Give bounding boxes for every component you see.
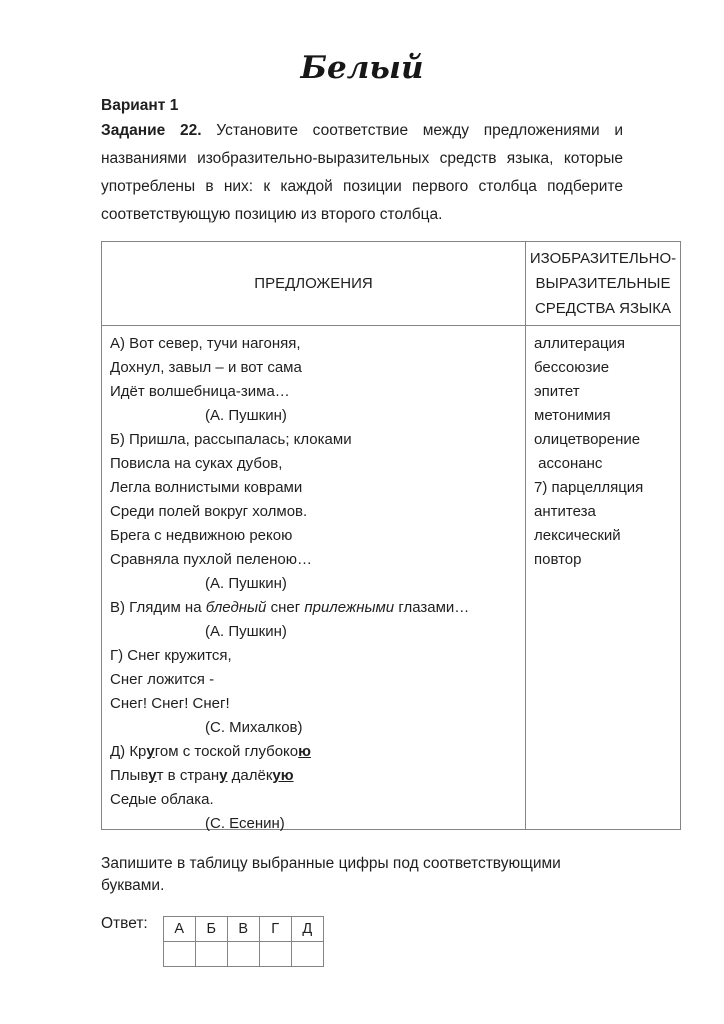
answer-letter-cell: В: [227, 917, 259, 941]
sentence-line: (С. Есенин): [205, 815, 285, 832]
sentence-line: (А. Пушкин): [205, 575, 287, 592]
answer-letter-cell: А: [174, 921, 185, 937]
answer-input-row: [164, 941, 323, 966]
sentences-cell: [102, 326, 525, 832]
answer-table: [163, 916, 324, 967]
matching-table: [101, 241, 681, 830]
sentence-line: Г) Снег кружится,: [110, 647, 232, 664]
sentence-line: Седые облака.: [110, 791, 214, 808]
column-header-devices: ИЗОБРАЗИТЕЛЬНО-ВЫРАЗИТЕЛЬНЫЕ СРЕДСТВА ЯЗЫКА: [525, 242, 680, 326]
sentence-line: Брега с недвижною рекою: [110, 527, 293, 544]
answer-empty-cell: [195, 942, 227, 966]
sentence-line: Среди полей вокруг холмов.: [110, 503, 308, 520]
sentence-line: А) Вот север, тучи нагоняя,: [110, 335, 301, 352]
answer-letter-cell: Г: [259, 917, 291, 941]
sentence-line: Снег ложится -: [110, 671, 215, 688]
sentence-line: Д) Кругом с тоской глубокою: [110, 743, 311, 760]
sentence-line: Идёт волшебница-зима…: [110, 383, 290, 400]
device-item: лексический повтор: [534, 527, 625, 568]
sentence-line: Снег! Снег! Снег!: [110, 695, 230, 712]
task-number: Задание 22.: [101, 122, 202, 139]
answer-letters-row: [164, 917, 323, 941]
sentence-line: (С. Михалков): [205, 719, 303, 736]
device-item: антитеза: [534, 503, 596, 520]
page-title: Белый: [300, 50, 424, 86]
answer-label: Ответ:: [101, 915, 148, 932]
sentence-line: В) Глядим на бледный снег прилежными глазами…: [110, 599, 470, 616]
answer-letter-cell: Б: [195, 917, 227, 941]
task-paragraph: [101, 117, 623, 229]
instruction-text: Запишите в таблицу выбранные цифры под соответствующими буквами.: [101, 855, 561, 894]
column-header-sentences: ПРЕДЛОЖЕНИЯ: [102, 242, 525, 326]
sentence-line: (А. Пушкин): [205, 407, 287, 424]
answer-empty-cell: [227, 942, 259, 966]
device-item: бессоюзие: [534, 359, 610, 376]
variant-label: Вариант 1: [101, 97, 179, 114]
content-area: [101, 95, 677, 967]
device-item: эпитет: [534, 383, 580, 400]
device-item: 7) парцелляция: [534, 479, 644, 496]
sentence-line: Повисла на суках дубов,: [110, 455, 283, 472]
task-text: Установите соответствие между предложениями и названиями изобразительно-выразительных средств языка, которые употреблены в них: к каждой позиции первого столбца подберите соответствующую позицию из второго столбца.: [101, 122, 624, 223]
answer-section: [101, 913, 623, 967]
device-item: аллитерация: [534, 335, 626, 352]
device-item: метонимия: [534, 407, 611, 424]
answer-letter-cell: Д: [291, 917, 323, 941]
sentence-line: Легла волнистыми коврами: [110, 479, 303, 496]
answer-empty-cell: [164, 942, 195, 966]
sentence-line: Сравняла пухлой пеленою…: [110, 551, 313, 568]
sentence-line: Б) Пришла, рассыпалась; клоками: [110, 431, 352, 448]
sentence-line: Дохнул, завыл – и вот сама: [110, 359, 302, 376]
answer-empty-cell: [259, 942, 291, 966]
sentence-line: (А. Пушкин): [205, 623, 287, 640]
device-item: олицетворение: [534, 431, 641, 448]
devices-cell: [525, 326, 680, 829]
device-item: ассонанс: [534, 455, 603, 472]
sentence-line: Плывут в страну далёкую: [110, 767, 294, 784]
answer-empty-cell: [291, 942, 323, 966]
